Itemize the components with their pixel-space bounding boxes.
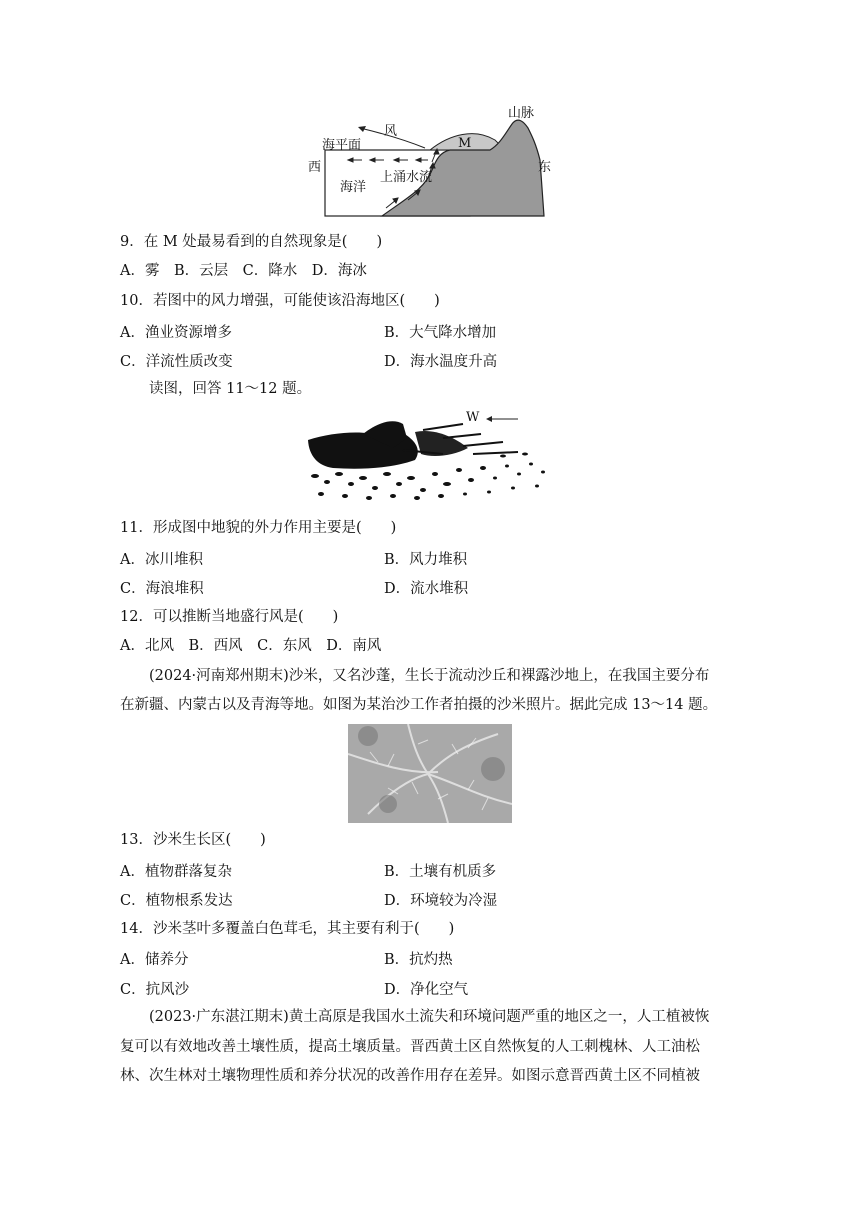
q12-stem: 12．可以推断当地盛行风是( ) — [120, 609, 339, 625]
q9-options: A．雾 B．云层 C．降水 D．海冰 — [120, 263, 367, 279]
dune-figure — [303, 408, 553, 504]
label-upwelling: 上涌水流 — [380, 170, 433, 185]
q10-option-b: B．大气降水增加 — [384, 325, 497, 341]
label-mountain: 山脉 — [508, 106, 535, 121]
q11-option-a: A．冰川堆积 — [120, 552, 203, 568]
upwelling-diagram — [300, 100, 560, 222]
label-m: M — [458, 136, 472, 151]
label-wind: 风 — [384, 124, 398, 139]
q10-stem: 10．若图中的风力增强，可能使该沿海地区( ) — [120, 293, 440, 309]
q13-option-b: B．土壤有机质多 — [384, 864, 497, 880]
q13-stem: 13．沙米生长区( ) — [120, 832, 266, 848]
dune-drawing — [303, 408, 553, 504]
q13-option-a: A．植物群落复杂 — [120, 864, 232, 880]
q9-stem: 9．在 M 处最易看到的自然现象是( ) — [120, 234, 383, 250]
sand-rice-photo-drawing — [348, 724, 512, 823]
label-east: 东 — [538, 160, 552, 175]
q11-stem: 11．形成图中地貌的外力作用主要是( ) — [120, 520, 397, 536]
intro-11-12: 读图，回答 11～12 题。 — [149, 381, 312, 397]
intro-13-14-line1: (2024·河南郑州期末)沙米，又名沙蓬，生长于流动沙丘和裸露沙地上，在我国主要分布 — [149, 668, 710, 684]
label-west: 西 — [308, 160, 322, 175]
q13-option-c: C．植物根系发达 — [120, 893, 233, 909]
q11-option-b: B．风力堆积 — [384, 552, 468, 568]
intro-next-line3: 林、次生林对土壤物理性质和养分状况的改善作用存在差异。如图示意晋西黄土区不同植被 — [120, 1068, 700, 1084]
q14-option-c: C．抗风沙 — [120, 982, 190, 998]
q11-option-d: D．流水堆积 — [384, 581, 469, 597]
q12-options: A．北风 B．西风 C．东风 D．南风 — [120, 638, 382, 654]
q10-option-d: D．海水温度升高 — [384, 354, 498, 370]
q14-option-a: A．储养分 — [120, 952, 189, 968]
q14-option-b: B．抗灼热 — [384, 952, 453, 968]
q14-option-d: D．净化空气 — [384, 982, 469, 998]
label-wind-w: W — [466, 410, 480, 425]
q11-option-c: C．海浪堆积 — [120, 581, 204, 597]
q13-option-d: D．环境较为冷湿 — [384, 893, 498, 909]
sand-rice-photo — [348, 724, 512, 823]
intro-next-line2: 复可以有效地改善土壤性质，提高土壤质量。晋西黄土区自然恢复的人工刺槐林、人工油松 — [120, 1039, 700, 1055]
q10-option-a: A．渔业资源增多 — [120, 325, 232, 341]
q14-stem: 14．沙米茎叶多覆盖白色茸毛，其主要有利于( ) — [120, 921, 455, 937]
intro-13-14-line2: 在新疆、内蒙古以及青海等地。如图为某治沙工作者拍摄的沙米照片。据此完成 13～14 题。 — [120, 697, 718, 713]
q10-option-c: C．洋流性质改变 — [120, 354, 233, 370]
label-sea-level: 海平面 — [322, 138, 362, 153]
label-ocean: 海洋 — [340, 180, 367, 195]
intro-next-line1: (2023·广东湛江期末)黄土高原是我国水土流失和环境问题严重的地区之一，人工植被恢 — [149, 1009, 710, 1025]
